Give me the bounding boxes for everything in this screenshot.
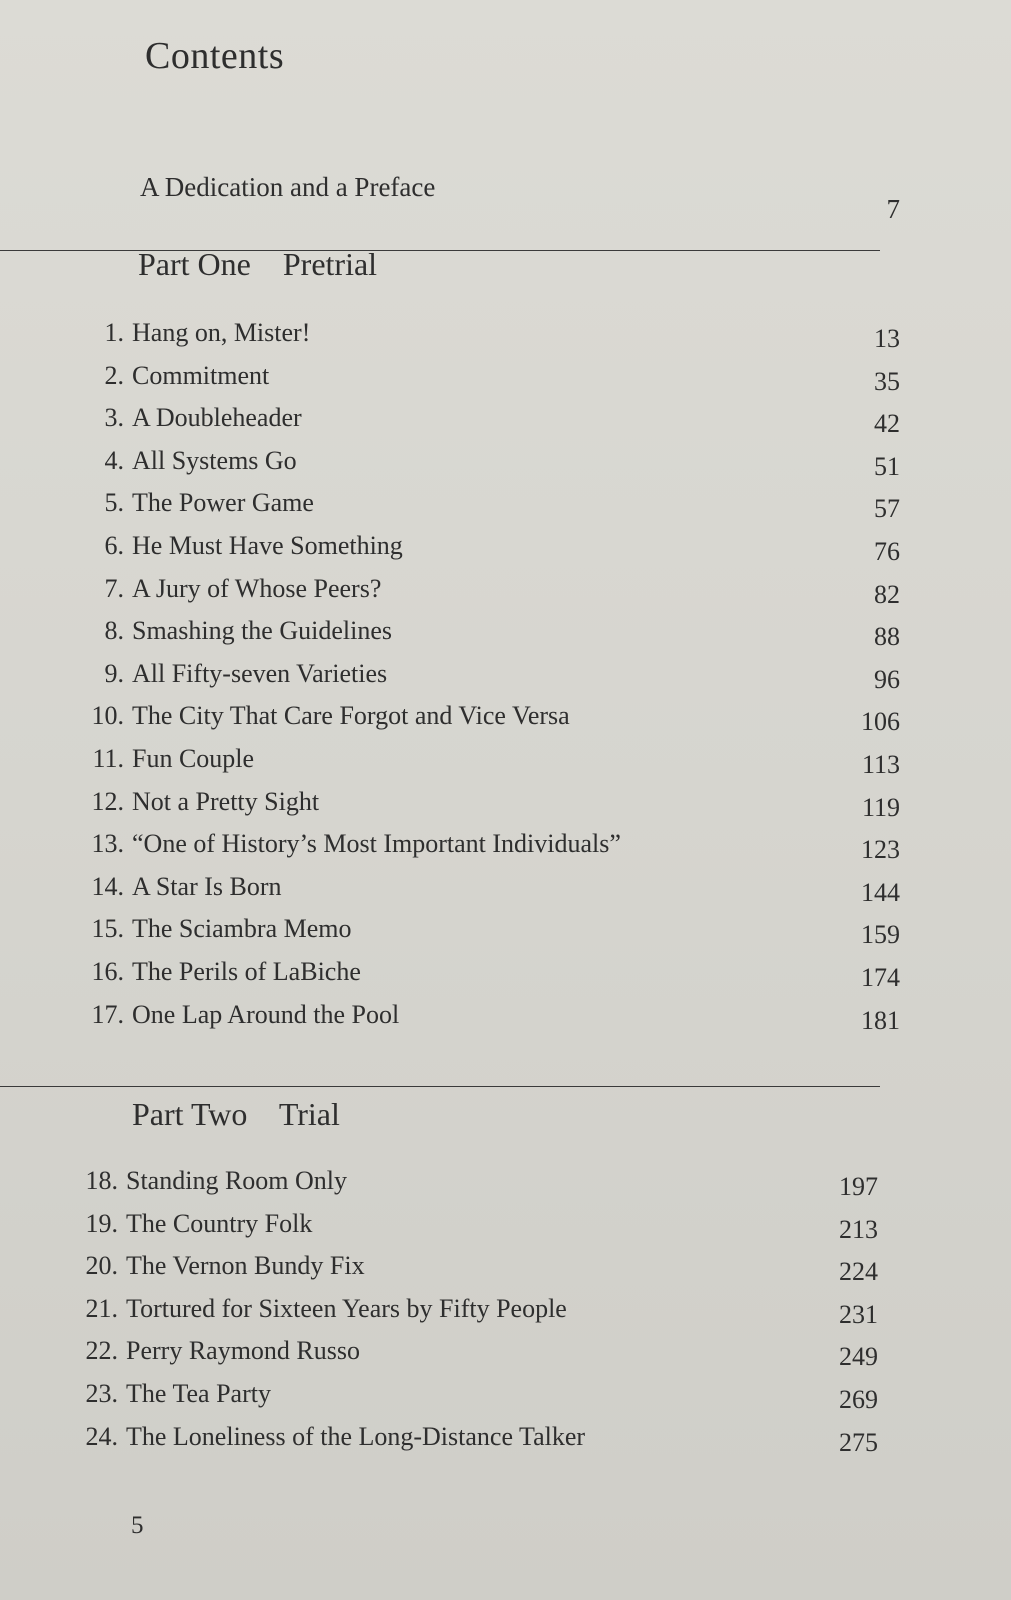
chapter-title: The Loneliness of the Long-Distance Talker	[126, 1421, 586, 1451]
toc-entry	[70, 531, 900, 574]
chapter-number: 12.	[91, 786, 124, 816]
part-one-list	[70, 318, 900, 1042]
toc-entry	[70, 574, 900, 617]
chapter-title: Standing Room Only	[126, 1166, 348, 1195]
chapter-title: The Perils of LaBiche	[132, 956, 361, 986]
chapter-title: Smashing the Guidelines	[132, 616, 392, 646]
chapter-number: 24.	[85, 1421, 118, 1451]
chapter-number: 13.	[91, 829, 124, 859]
chapter-number: 1.	[104, 318, 124, 347]
chapter-page-number: 57	[874, 494, 900, 524]
toc-entry	[70, 616, 900, 659]
toc-entry	[70, 361, 900, 404]
chapter-title: All Systems Go	[132, 445, 297, 475]
chapter-page-number: 42	[874, 409, 900, 439]
toc-entry	[64, 1209, 878, 1252]
toc-entry	[70, 659, 900, 702]
chapter-title: Hang on, Mister!	[132, 318, 311, 347]
chapter-number: 21.	[85, 1293, 118, 1323]
chapter-number: 6.	[104, 530, 124, 560]
chapter-page-number: 51	[874, 451, 900, 481]
chapter-page-number: 181	[861, 1005, 900, 1035]
toc-entry	[64, 1251, 878, 1294]
preface-page-number: 7	[886, 194, 900, 224]
chapter-title: Not a Pretty Sight	[132, 786, 320, 816]
chapter-number: 22.	[85, 1336, 118, 1366]
toc-entry	[64, 1336, 878, 1379]
chapter-page-number: 144	[861, 877, 900, 907]
chapter-page-number: 275	[839, 1427, 878, 1457]
toc-entry	[70, 403, 900, 446]
chapter-title: He Must Have Something	[132, 530, 403, 560]
page-folio: 5	[131, 1512, 144, 1539]
chapter-number: 4.	[104, 445, 124, 475]
chapter-title: “One of History’s Most Important Individuals”	[132, 829, 621, 859]
chapter-page-number: 113	[861, 749, 900, 779]
chapter-number: 15.	[91, 914, 124, 944]
chapter-page-number: 88	[874, 622, 900, 652]
chapter-page-number: 231	[839, 1299, 878, 1329]
chapter-title: A Star Is Born	[132, 871, 282, 901]
chapter-number: 23.	[85, 1378, 118, 1408]
chapter-number: 5.	[104, 488, 124, 518]
chapter-title: A Jury of Whose Peers?	[132, 573, 382, 603]
chapter-page-number: 174	[861, 962, 900, 992]
chapter-page-number: 197	[839, 1172, 878, 1201]
chapter-title: Perry Raymond Russo	[126, 1336, 360, 1366]
chapter-title: The City That Care Forgot and Vice Versa	[132, 701, 570, 731]
toc-entry	[64, 1166, 878, 1209]
chapter-page-number: 123	[861, 835, 900, 865]
toc-entry	[70, 914, 900, 957]
chapter-page-number: 119	[861, 792, 900, 822]
toc-entry	[64, 1422, 878, 1465]
part-two-heading: Part Two Trial	[132, 1096, 340, 1132]
toc-entry	[64, 1294, 878, 1337]
toc-entry	[70, 701, 900, 744]
chapter-page-number: 249	[839, 1342, 878, 1372]
chapter-title: The Country Folk	[126, 1208, 313, 1238]
chapter-number: 8.	[104, 616, 124, 646]
chapter-number: 16.	[91, 956, 124, 986]
chapter-number: 9.	[104, 658, 124, 688]
chapter-page-number: 35	[874, 366, 900, 396]
chapter-title: All Fifty-seven Varieties	[132, 658, 388, 688]
chapter-number: 17.	[91, 999, 124, 1029]
chapter-number: 3.	[104, 403, 124, 433]
chapter-number: 11.	[92, 743, 124, 773]
chapter-page-number: 224	[839, 1257, 878, 1287]
part-one-divider	[0, 250, 880, 251]
toc-entry	[70, 957, 900, 1000]
chapter-number: 19.	[85, 1208, 118, 1238]
preface-entry	[140, 172, 900, 232]
chapter-number: 20.	[85, 1251, 118, 1281]
chapter-page-number: 76	[874, 536, 900, 566]
toc-entry	[64, 1379, 878, 1422]
part-one-heading: Part One Pretrial	[138, 246, 378, 282]
page-title: Contents	[145, 35, 285, 77]
chapter-title: The Vernon Bundy Fix	[126, 1251, 365, 1281]
chapter-number: 2.	[104, 360, 124, 390]
chapter-number: 10.	[91, 701, 124, 731]
chapter-page-number: 82	[874, 579, 900, 609]
toc-entry	[70, 488, 900, 531]
chapter-page-number: 96	[874, 664, 900, 694]
part-two-divider	[0, 1086, 880, 1087]
chapter-title: A Doubleheader	[132, 403, 302, 433]
chapter-title: The Tea Party	[126, 1378, 271, 1408]
chapter-title: One Lap Around the Pool	[132, 999, 400, 1029]
toc-entry	[70, 318, 900, 361]
toc-entry	[70, 446, 900, 489]
chapter-title: The Sciambra Memo	[132, 914, 352, 944]
chapter-page-number: 13	[874, 324, 900, 353]
toc-entry	[70, 744, 900, 787]
toc-entry	[70, 872, 900, 915]
chapter-title: Fun Couple	[132, 743, 255, 773]
chapter-title: Commitment	[132, 360, 270, 390]
chapter-number: 14.	[91, 871, 124, 901]
part-two-list	[64, 1166, 878, 1464]
chapter-page-number: 269	[839, 1384, 878, 1414]
preface-title: A Dedication and a Preface	[140, 172, 436, 202]
chapter-number: 7.	[104, 573, 124, 603]
chapter-page-number: 106	[861, 707, 900, 737]
toc-entry	[70, 1000, 900, 1043]
chapter-page-number: 159	[861, 920, 900, 950]
chapter-title: The Power Game	[132, 488, 314, 518]
chapter-title: Tortured for Sixteen Years by Fifty People	[126, 1293, 567, 1323]
chapter-page-number: 213	[839, 1214, 878, 1244]
toc-entry	[70, 829, 900, 872]
toc-entry	[70, 787, 900, 830]
chapter-number: 18.	[85, 1166, 118, 1195]
